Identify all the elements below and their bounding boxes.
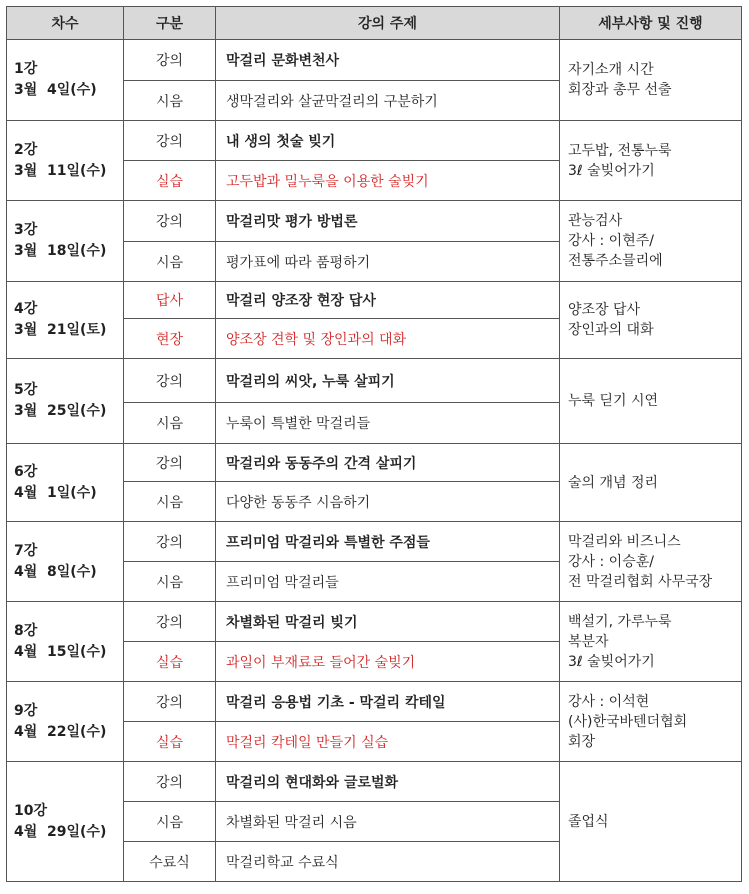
category-cell: 강의 bbox=[124, 201, 216, 242]
session-date: 3월 4일(수) bbox=[14, 82, 97, 98]
session-cell bbox=[7, 522, 124, 602]
details-line: 누룩 딛기 시연 bbox=[568, 393, 659, 409]
details-line: 전 막걸리협회 사무국장 bbox=[568, 573, 713, 590]
topic-cell: 막걸리 양조장 현장 답사 bbox=[216, 282, 560, 319]
session-cell bbox=[7, 359, 124, 444]
session-date: 4월 8일(수) bbox=[14, 563, 97, 580]
details-line: 강사 : 이석현 bbox=[568, 693, 650, 710]
table-row bbox=[7, 602, 742, 642]
session-date: 3월 11일(수) bbox=[14, 162, 107, 179]
session-cell bbox=[7, 121, 124, 201]
details-line: 고두밥, 전통누룩 bbox=[568, 142, 672, 159]
table-row bbox=[7, 40, 742, 81]
details-line: 회장과 총무 선출 bbox=[568, 82, 672, 98]
category-cell: 시음 bbox=[124, 403, 216, 444]
details-line: 술의 개념 정리 bbox=[568, 474, 659, 491]
category-cell: 강의 bbox=[124, 121, 216, 161]
lecture-schedule-table bbox=[6, 6, 742, 882]
details-line: 백설기, 가루누룩 bbox=[568, 613, 672, 630]
topic-cell: 누룩이 특별한 막걸리들 bbox=[216, 403, 560, 444]
session-date: 4월 22일(수) bbox=[14, 723, 107, 740]
topic-cell: 다양한 동동주 시음하기 bbox=[216, 482, 560, 522]
category-cell: 답사 bbox=[124, 282, 216, 319]
category-cell: 강의 bbox=[124, 444, 216, 482]
table-row bbox=[7, 201, 742, 242]
details-line: 회장 bbox=[568, 733, 596, 750]
details-line: 복분자 bbox=[568, 633, 609, 650]
details-line: 3ℓ 술빚어가기 bbox=[568, 162, 655, 179]
category-cell: 강의 bbox=[124, 682, 216, 722]
table-row bbox=[7, 359, 742, 403]
session-number: 6강 bbox=[14, 463, 38, 480]
table-row bbox=[7, 522, 742, 562]
details-cell bbox=[560, 201, 742, 282]
topic-cell: 막걸리와 동동주의 간격 살피기 bbox=[216, 444, 560, 482]
topic-cell: 고두밥과 밀누룩을 이용한 술빚기 bbox=[216, 161, 560, 201]
details-line: 강사 : 이현주/ bbox=[568, 233, 654, 249]
session-cell bbox=[7, 602, 124, 682]
session-cell bbox=[7, 682, 124, 762]
session-number: 2강 bbox=[14, 141, 38, 158]
table-row bbox=[7, 121, 742, 161]
topic-cell: 차별화된 막걸리 시음 bbox=[216, 802, 560, 842]
session-number: 5강 bbox=[14, 382, 38, 398]
category-cell: 실습 bbox=[124, 642, 216, 682]
topic-cell: 평가표에 따라 품평하기 bbox=[216, 242, 560, 282]
topic-cell: 프리미엄 막걸리와 특별한 주점들 bbox=[216, 522, 560, 562]
session-number: 10강 bbox=[14, 802, 48, 819]
details-line: 양조장 답사 bbox=[568, 302, 641, 318]
category-cell: 실습 bbox=[124, 722, 216, 762]
details-cell bbox=[560, 762, 742, 882]
session-number: 8강 bbox=[14, 622, 38, 639]
topic-cell: 막걸리맛 평가 방법론 bbox=[216, 201, 560, 242]
category-cell: 강의 bbox=[124, 359, 216, 403]
details-line: 관능검사 bbox=[568, 213, 623, 229]
topic-cell: 막걸리의 현대화와 글로벌화 bbox=[216, 762, 560, 802]
details-cell bbox=[560, 602, 742, 682]
topic-cell: 내 생의 첫술 빚기 bbox=[216, 121, 560, 161]
schedule-body bbox=[7, 40, 742, 882]
session-cell bbox=[7, 40, 124, 121]
details-cell bbox=[560, 522, 742, 602]
topic-cell: 막걸리 문화변천사 bbox=[216, 40, 560, 81]
category-cell: 강의 bbox=[124, 40, 216, 81]
topic-cell: 프리미엄 막걸리들 bbox=[216, 562, 560, 602]
session-date: 4월 15일(수) bbox=[14, 643, 107, 660]
category-cell: 강의 bbox=[124, 762, 216, 802]
session-cell bbox=[7, 201, 124, 282]
category-cell: 시음 bbox=[124, 802, 216, 842]
details-cell bbox=[560, 121, 742, 201]
session-number: 4강 bbox=[14, 301, 38, 317]
session-cell bbox=[7, 282, 124, 359]
topic-cell: 막걸리학교 수료식 bbox=[216, 842, 560, 882]
header-session: 차수 bbox=[7, 7, 124, 40]
table-row bbox=[7, 682, 742, 722]
details-cell bbox=[560, 444, 742, 522]
category-cell: 시음 bbox=[124, 81, 216, 121]
session-date: 3월 21일(토) bbox=[14, 322, 107, 338]
details-line: 막걸리와 비즈니스 bbox=[568, 533, 681, 550]
table-row bbox=[7, 762, 742, 802]
session-date: 3월 25일(수) bbox=[14, 403, 107, 419]
category-cell: 시음 bbox=[124, 242, 216, 282]
session-date: 3월 18일(수) bbox=[14, 243, 107, 259]
topic-cell: 과일이 부재료로 들어간 술빚기 bbox=[216, 642, 560, 682]
details-cell bbox=[560, 682, 742, 762]
category-cell: 실습 bbox=[124, 161, 216, 201]
session-date: 4월 1일(수) bbox=[14, 484, 97, 501]
topic-cell: 차별화된 막걸리 빚기 bbox=[216, 602, 560, 642]
header-details: 세부사항 및 진행 bbox=[560, 7, 742, 40]
session-number: 9강 bbox=[14, 702, 38, 719]
category-cell: 시음 bbox=[124, 562, 216, 602]
category-cell: 수료식 bbox=[124, 842, 216, 882]
details-cell bbox=[560, 40, 742, 121]
details-line: 장인과의 대화 bbox=[568, 322, 654, 338]
session-date: 4월 29일(수) bbox=[14, 823, 107, 840]
session-number: 1강 bbox=[14, 61, 38, 77]
header-category: 구분 bbox=[124, 7, 216, 40]
table-row bbox=[7, 444, 742, 482]
details-line: 3ℓ 술빚어가기 bbox=[568, 653, 655, 670]
details-line: 전통주소믈리에 bbox=[568, 253, 663, 269]
category-cell: 강의 bbox=[124, 522, 216, 562]
header-topic: 강의 주제 bbox=[216, 7, 560, 40]
topic-cell: 생막걸리와 살균막걸리의 구분하기 bbox=[216, 81, 560, 121]
topic-cell: 막걸리 칵테일 만들기 실습 bbox=[216, 722, 560, 762]
topic-cell: 막걸리의 씨앗, 누룩 살피기 bbox=[216, 359, 560, 403]
details-line: 졸업식 bbox=[568, 813, 609, 830]
category-cell: 현장 bbox=[124, 319, 216, 359]
category-cell: 시음 bbox=[124, 482, 216, 522]
details-line: 강사 : 이승훈/ bbox=[568, 553, 654, 570]
header-row bbox=[7, 7, 742, 40]
topic-cell: 양조장 견학 및 장인과의 대화 bbox=[216, 319, 560, 359]
table-row bbox=[7, 282, 742, 319]
category-cell: 강의 bbox=[124, 602, 216, 642]
details-line: 자기소개 시간 bbox=[568, 62, 654, 78]
session-number: 7강 bbox=[14, 542, 38, 559]
topic-cell: 막걸리 응용법 기초 - 막걸리 칵테일 bbox=[216, 682, 560, 722]
session-number: 3강 bbox=[14, 222, 38, 238]
details-line: (사)한국바텐더협회 bbox=[568, 713, 688, 730]
details-cell bbox=[560, 359, 742, 444]
details-cell bbox=[560, 282, 742, 359]
session-cell bbox=[7, 762, 124, 882]
session-cell bbox=[7, 444, 124, 522]
